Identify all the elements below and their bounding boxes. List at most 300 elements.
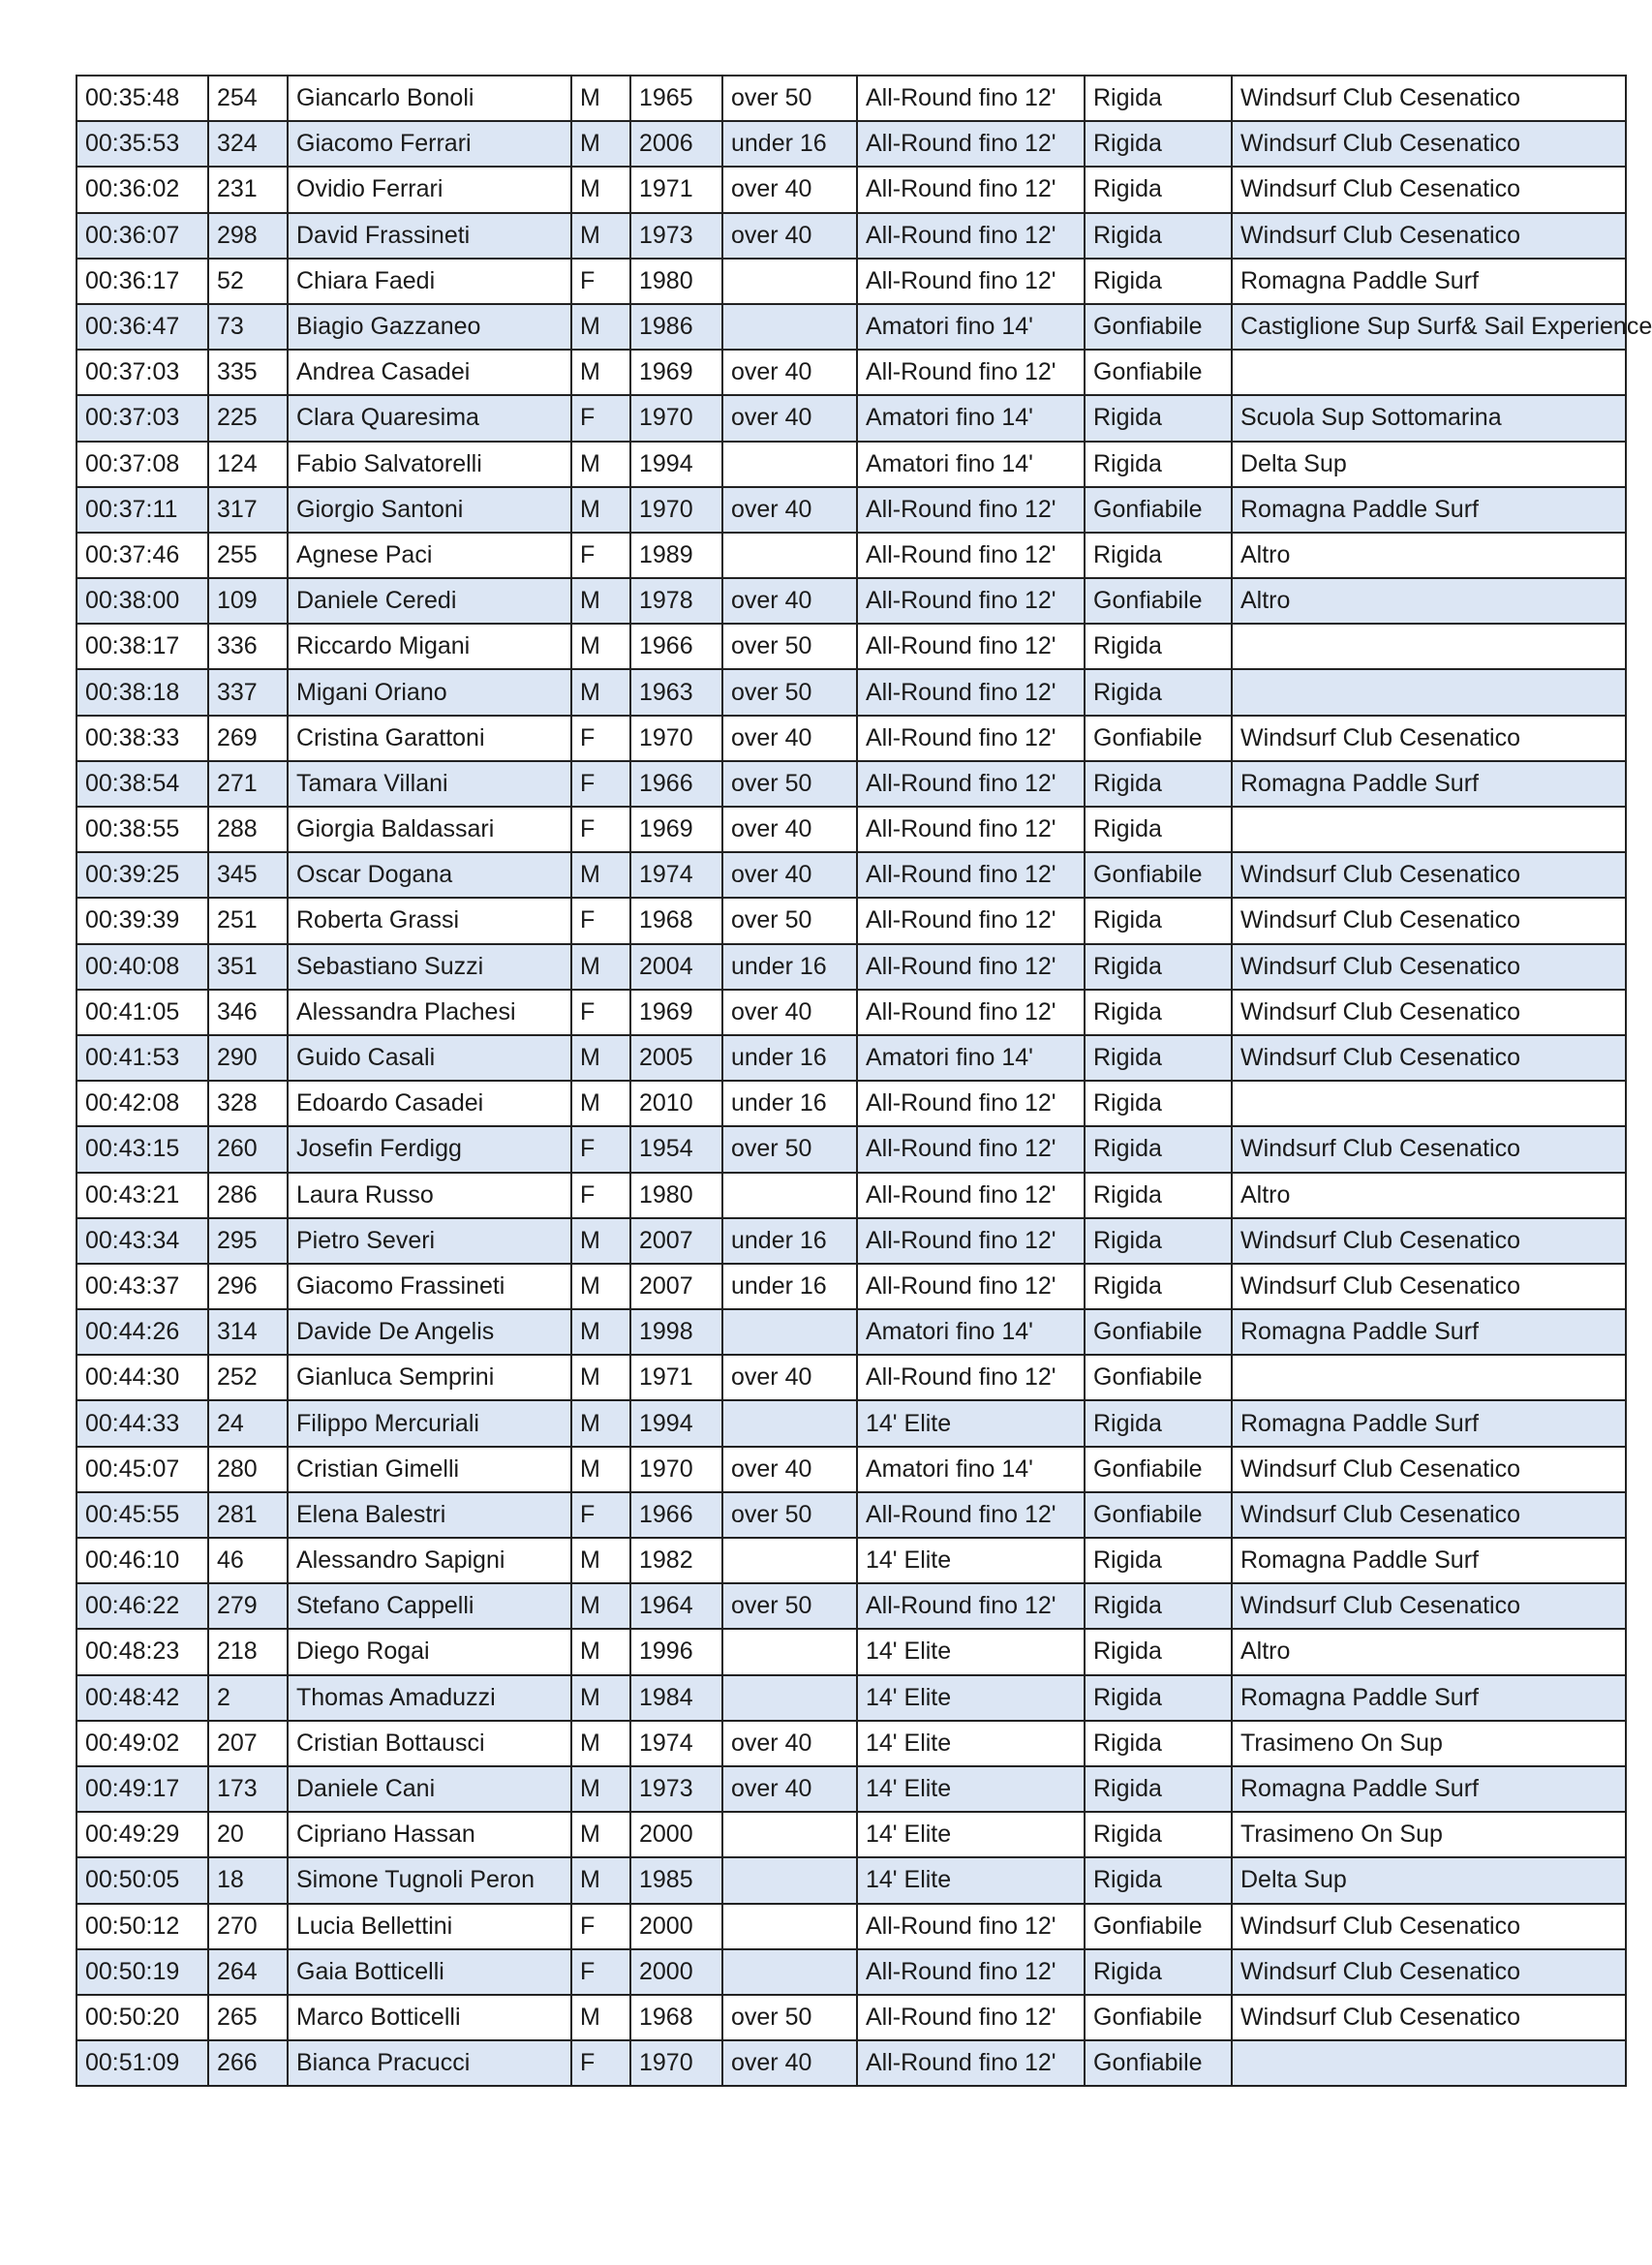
club-cell: Windsurf Club Cesenatico: [1232, 1126, 1626, 1172]
table-row: [76, 1721, 1626, 1766]
finish-time-cell: 00:38:17: [76, 624, 208, 669]
birth-year-cell: 1971: [630, 1355, 722, 1400]
club-cell: [1232, 1081, 1626, 1126]
bib-number-cell: 266: [208, 2040, 288, 2086]
board-type-cell: Rigida: [1085, 213, 1232, 259]
gender-cell: M: [571, 1309, 630, 1355]
bib-number-cell: 46: [208, 1538, 288, 1583]
board-type-cell: Gonfiabile: [1085, 304, 1232, 350]
bib-number-cell: 124: [208, 442, 288, 487]
bib-number-cell: 252: [208, 1355, 288, 1400]
athlete-name-cell: Bianca Pracucci: [288, 2040, 571, 2086]
athlete-name-cell: Guido Casali: [288, 1035, 571, 1081]
age-group-cell: under 16: [722, 1264, 857, 1309]
club-cell: Windsurf Club Cesenatico: [1232, 213, 1626, 259]
results-table-body: [76, 76, 1652, 2086]
athlete-name-cell: Roberta Grassi: [288, 898, 571, 943]
race-category-cell: 14' Elite: [857, 1629, 1085, 1674]
bib-number-cell: 20: [208, 1812, 288, 1857]
bib-number-cell: 337: [208, 669, 288, 715]
athlete-name-cell: Stefano Cappelli: [288, 1583, 571, 1629]
club-cell: Windsurf Club Cesenatico: [1232, 716, 1626, 761]
race-category-cell: All-Round fino 12': [857, 487, 1085, 533]
table-row: [76, 1309, 1626, 1355]
birth-year-cell: 1998: [630, 1309, 722, 1355]
table-row: [76, 1218, 1626, 1264]
table-row: [76, 1035, 1626, 1081]
board-type-cell: Rigida: [1085, 1081, 1232, 1126]
club-cell: Windsurf Club Cesenatico: [1232, 944, 1626, 990]
race-category-cell: All-Round fino 12': [857, 167, 1085, 212]
age-group-cell: over 40: [722, 213, 857, 259]
board-type-cell: Rigida: [1085, 1173, 1232, 1218]
board-type-cell: Rigida: [1085, 1721, 1232, 1766]
table-row: [76, 1264, 1626, 1309]
age-group-cell: [722, 442, 857, 487]
bib-number-cell: 225: [208, 395, 288, 441]
athlete-name-cell: Giorgio Santoni: [288, 487, 571, 533]
gender-cell: M: [571, 624, 630, 669]
table-row: [76, 1675, 1626, 1721]
gender-cell: M: [571, 1766, 630, 1812]
bib-number-cell: 231: [208, 167, 288, 212]
race-category-cell: All-Round fino 12': [857, 716, 1085, 761]
athlete-name-cell: Migani Oriano: [288, 669, 571, 715]
birth-year-cell: 1971: [630, 167, 722, 212]
finish-time-cell: 00:38:55: [76, 807, 208, 852]
finish-time-cell: 00:49:29: [76, 1812, 208, 1857]
gender-cell: F: [571, 2040, 630, 2086]
athlete-name-cell: Marco Botticelli: [288, 1995, 571, 2040]
gender-cell: M: [571, 852, 630, 898]
bib-number-cell: 251: [208, 898, 288, 943]
finish-time-cell: 00:36:02: [76, 167, 208, 212]
athlete-name-cell: Cipriano Hassan: [288, 1812, 571, 1857]
table-row: [76, 1081, 1626, 1126]
race-category-cell: 14' Elite: [857, 1857, 1085, 1903]
finish-time-cell: 00:49:02: [76, 1721, 208, 1766]
gender-cell: F: [571, 716, 630, 761]
athlete-name-cell: Cristian Gimelli: [288, 1447, 571, 1492]
gender-cell: F: [571, 761, 630, 807]
gender-cell: M: [571, 944, 630, 990]
club-cell: Romagna Paddle Surf: [1232, 487, 1626, 533]
athlete-name-cell: Ovidio Ferrari: [288, 167, 571, 212]
age-group-cell: over 40: [722, 1447, 857, 1492]
age-group-cell: [722, 1812, 857, 1857]
board-type-cell: Gonfiabile: [1085, 716, 1232, 761]
athlete-name-cell: Thomas Amaduzzi: [288, 1675, 571, 1721]
finish-time-cell: 00:50:12: [76, 1904, 208, 1949]
results-table-wrapper: [76, 75, 1652, 2087]
table-row: [76, 990, 1626, 1035]
gender-cell: M: [571, 487, 630, 533]
age-group-cell: over 40: [722, 716, 857, 761]
gender-cell: M: [571, 304, 630, 350]
bib-number-cell: 317: [208, 487, 288, 533]
table-row: [76, 624, 1626, 669]
race-category-cell: All-Round fino 12': [857, 898, 1085, 943]
table-row: [76, 304, 1626, 350]
finish-time-cell: 00:49:17: [76, 1766, 208, 1812]
table-row: [76, 669, 1626, 715]
bib-number-cell: 295: [208, 1218, 288, 1264]
race-category-cell: All-Round fino 12': [857, 990, 1085, 1035]
table-row: [76, 1355, 1626, 1400]
finish-time-cell: 00:46:10: [76, 1538, 208, 1583]
board-type-cell: Rigida: [1085, 76, 1232, 121]
club-cell: Altro: [1232, 533, 1626, 578]
birth-year-cell: 1986: [630, 304, 722, 350]
age-group-cell: over 50: [722, 1995, 857, 2040]
age-group-cell: over 40: [722, 395, 857, 441]
bib-number-cell: 18: [208, 1857, 288, 1903]
birth-year-cell: 2000: [630, 1949, 722, 1995]
finish-time-cell: 00:41:05: [76, 990, 208, 1035]
board-type-cell: Rigida: [1085, 624, 1232, 669]
athlete-name-cell: Biagio Gazzaneo: [288, 304, 571, 350]
gender-cell: M: [571, 1675, 630, 1721]
club-cell: Windsurf Club Cesenatico: [1232, 1492, 1626, 1538]
table-row: [76, 1812, 1626, 1857]
age-group-cell: over 50: [722, 898, 857, 943]
club-cell: Altro: [1232, 1173, 1626, 1218]
birth-year-cell: 1965: [630, 76, 722, 121]
athlete-name-cell: Giancarlo Bonoli: [288, 76, 571, 121]
board-type-cell: Rigida: [1085, 1035, 1232, 1081]
board-type-cell: Gonfiabile: [1085, 1904, 1232, 1949]
bib-number-cell: 269: [208, 716, 288, 761]
birth-year-cell: 1966: [630, 624, 722, 669]
finish-time-cell: 00:45:07: [76, 1447, 208, 1492]
athlete-name-cell: Alessandro Sapigni: [288, 1538, 571, 1583]
race-category-cell: 14' Elite: [857, 1538, 1085, 1583]
athlete-name-cell: David Frassineti: [288, 213, 571, 259]
finish-time-cell: 00:37:03: [76, 395, 208, 441]
gender-cell: F: [571, 395, 630, 441]
bib-number-cell: 52: [208, 259, 288, 304]
finish-time-cell: 00:44:30: [76, 1355, 208, 1400]
race-category-cell: All-Round fino 12': [857, 1492, 1085, 1538]
club-cell: [1232, 2040, 1626, 2086]
birth-year-cell: 1963: [630, 669, 722, 715]
birth-year-cell: 1980: [630, 259, 722, 304]
gender-cell: F: [571, 533, 630, 578]
club-cell: Romagna Paddle Surf: [1232, 1538, 1626, 1583]
gender-cell: F: [571, 1949, 630, 1995]
club-cell: Romagna Paddle Surf: [1232, 1400, 1626, 1446]
gender-cell: M: [571, 167, 630, 212]
board-type-cell: Rigida: [1085, 1126, 1232, 1172]
birth-year-cell: 2000: [630, 1812, 722, 1857]
finish-time-cell: 00:35:48: [76, 76, 208, 121]
birth-year-cell: 1964: [630, 1583, 722, 1629]
club-cell: Windsurf Club Cesenatico: [1232, 852, 1626, 898]
bib-number-cell: 314: [208, 1309, 288, 1355]
birth-year-cell: 1970: [630, 487, 722, 533]
gender-cell: M: [571, 1400, 630, 1446]
birth-year-cell: 1974: [630, 852, 722, 898]
board-type-cell: Gonfiabile: [1085, 2040, 1232, 2086]
board-type-cell: Gonfiabile: [1085, 1355, 1232, 1400]
athlete-name-cell: Oscar Dogana: [288, 852, 571, 898]
finish-time-cell: 00:50:05: [76, 1857, 208, 1903]
gender-cell: M: [571, 1264, 630, 1309]
race-category-cell: All-Round fino 12': [857, 1264, 1085, 1309]
athlete-name-cell: Lucia Bellettini: [288, 1904, 571, 1949]
bib-number-cell: 345: [208, 852, 288, 898]
gender-cell: M: [571, 1812, 630, 1857]
athlete-name-cell: Gaia Botticelli: [288, 1949, 571, 1995]
gender-cell: F: [571, 1173, 630, 1218]
athlete-name-cell: Agnese Paci: [288, 533, 571, 578]
club-cell: [1232, 624, 1626, 669]
table-row: [76, 395, 1626, 441]
race-category-cell: All-Round fino 12': [857, 1904, 1085, 1949]
table-row: [76, 350, 1626, 395]
bib-number-cell: 254: [208, 76, 288, 121]
table-row: [76, 761, 1626, 807]
gender-cell: M: [571, 1857, 630, 1903]
board-type-cell: Rigida: [1085, 1264, 1232, 1309]
athlete-name-cell: Sebastiano Suzzi: [288, 944, 571, 990]
race-category-cell: 14' Elite: [857, 1721, 1085, 1766]
club-cell: Windsurf Club Cesenatico: [1232, 990, 1626, 1035]
table-row: [76, 1949, 1626, 1995]
athlete-name-cell: Edoardo Casadei: [288, 1081, 571, 1126]
board-type-cell: Rigida: [1085, 944, 1232, 990]
board-type-cell: Rigida: [1085, 761, 1232, 807]
race-category-cell: All-Round fino 12': [857, 350, 1085, 395]
age-group-cell: [722, 304, 857, 350]
birth-year-cell: 2007: [630, 1264, 722, 1309]
birth-year-cell: 1985: [630, 1857, 722, 1903]
birth-year-cell: 2007: [630, 1218, 722, 1264]
age-group-cell: over 40: [722, 487, 857, 533]
finish-time-cell: 00:44:33: [76, 1400, 208, 1446]
athlete-name-cell: Fabio Salvatorelli: [288, 442, 571, 487]
birth-year-cell: 1968: [630, 898, 722, 943]
table-row: [76, 1629, 1626, 1674]
athlete-name-cell: Cristian Bottausci: [288, 1721, 571, 1766]
race-category-cell: All-Round fino 12': [857, 1355, 1085, 1400]
club-cell: Romagna Paddle Surf: [1232, 1675, 1626, 1721]
birth-year-cell: 1970: [630, 2040, 722, 2086]
club-cell: Romagna Paddle Surf: [1232, 761, 1626, 807]
bib-number-cell: 260: [208, 1126, 288, 1172]
bib-number-cell: 346: [208, 990, 288, 1035]
finish-time-cell: 00:41:53: [76, 1035, 208, 1081]
finish-time-cell: 00:38:54: [76, 761, 208, 807]
age-group-cell: over 40: [722, 1721, 857, 1766]
finish-time-cell: 00:46:22: [76, 1583, 208, 1629]
bib-number-cell: 335: [208, 350, 288, 395]
table-row: [76, 1400, 1626, 1446]
board-type-cell: Rigida: [1085, 395, 1232, 441]
table-row: [76, 1173, 1626, 1218]
table-row: [76, 2040, 1626, 2086]
gender-cell: M: [571, 1629, 630, 1674]
club-cell: Windsurf Club Cesenatico: [1232, 167, 1626, 212]
birth-year-cell: 1969: [630, 990, 722, 1035]
table-row: [76, 1492, 1626, 1538]
athlete-name-cell: Cristina Garattoni: [288, 716, 571, 761]
race-category-cell: All-Round fino 12': [857, 761, 1085, 807]
board-type-cell: Gonfiabile: [1085, 487, 1232, 533]
table-row: [76, 259, 1626, 304]
birth-year-cell: 1966: [630, 761, 722, 807]
athlete-name-cell: Daniele Cani: [288, 1766, 571, 1812]
club-cell: Altro: [1232, 578, 1626, 624]
finish-time-cell: 00:38:18: [76, 669, 208, 715]
race-category-cell: 14' Elite: [857, 1766, 1085, 1812]
age-group-cell: [722, 259, 857, 304]
bib-number-cell: 286: [208, 1173, 288, 1218]
race-category-cell: All-Round fino 12': [857, 213, 1085, 259]
age-group-cell: under 16: [722, 121, 857, 167]
finish-time-cell: 00:38:33: [76, 716, 208, 761]
birth-year-cell: 1973: [630, 1766, 722, 1812]
table-row: [76, 1538, 1626, 1583]
finish-time-cell: 00:51:09: [76, 2040, 208, 2086]
race-category-cell: All-Round fino 12': [857, 807, 1085, 852]
finish-time-cell: 00:42:08: [76, 1081, 208, 1126]
board-type-cell: Rigida: [1085, 1629, 1232, 1674]
bib-number-cell: 109: [208, 578, 288, 624]
finish-time-cell: 00:48:23: [76, 1629, 208, 1674]
table-row: [76, 1766, 1626, 1812]
club-cell: Altro: [1232, 1629, 1626, 1674]
age-group-cell: [722, 1538, 857, 1583]
board-type-cell: Gonfiabile: [1085, 852, 1232, 898]
gender-cell: F: [571, 807, 630, 852]
club-cell: Romagna Paddle Surf: [1232, 1766, 1626, 1812]
race-category-cell: All-Round fino 12': [857, 1218, 1085, 1264]
board-type-cell: Rigida: [1085, 533, 1232, 578]
table-row: [76, 1857, 1626, 1903]
gender-cell: M: [571, 442, 630, 487]
table-row: [76, 1447, 1626, 1492]
board-type-cell: Rigida: [1085, 1400, 1232, 1446]
age-group-cell: under 16: [722, 1218, 857, 1264]
age-group-cell: [722, 1904, 857, 1949]
table-row: [76, 807, 1626, 852]
bib-number-cell: 173: [208, 1766, 288, 1812]
club-cell: Windsurf Club Cesenatico: [1232, 1949, 1626, 1995]
club-cell: Romagna Paddle Surf: [1232, 259, 1626, 304]
race-category-cell: All-Round fino 12': [857, 533, 1085, 578]
gender-cell: F: [571, 1126, 630, 1172]
club-cell: Castiglione Sup Surf& Sail Experience: [1232, 304, 1626, 350]
club-cell: Windsurf Club Cesenatico: [1232, 1035, 1626, 1081]
finish-time-cell: 00:37:03: [76, 350, 208, 395]
birth-year-cell: 2004: [630, 944, 722, 990]
finish-time-cell: 00:37:46: [76, 533, 208, 578]
age-group-cell: [722, 1675, 857, 1721]
club-cell: Windsurf Club Cesenatico: [1232, 1904, 1626, 1949]
board-type-cell: Rigida: [1085, 442, 1232, 487]
gender-cell: M: [571, 1218, 630, 1264]
bib-number-cell: 271: [208, 761, 288, 807]
board-type-cell: Rigida: [1085, 807, 1232, 852]
birth-year-cell: 1974: [630, 1721, 722, 1766]
board-type-cell: Rigida: [1085, 121, 1232, 167]
race-category-cell: Amatori fino 14': [857, 442, 1085, 487]
table-row: [76, 442, 1626, 487]
age-group-cell: over 40: [722, 167, 857, 212]
birth-year-cell: 1969: [630, 350, 722, 395]
club-cell: Windsurf Club Cesenatico: [1232, 898, 1626, 943]
board-type-cell: Rigida: [1085, 990, 1232, 1035]
board-type-cell: Gonfiabile: [1085, 1309, 1232, 1355]
bib-number-cell: 296: [208, 1264, 288, 1309]
table-row: [76, 213, 1626, 259]
athlete-name-cell: Josefin Ferdigg: [288, 1126, 571, 1172]
age-group-cell: over 50: [722, 669, 857, 715]
club-cell: [1232, 1355, 1626, 1400]
age-group-cell: [722, 1400, 857, 1446]
bib-number-cell: 324: [208, 121, 288, 167]
club-cell: Windsurf Club Cesenatico: [1232, 1264, 1626, 1309]
board-type-cell: Gonfiabile: [1085, 1995, 1232, 2040]
age-group-cell: under 16: [722, 1081, 857, 1126]
club-cell: Windsurf Club Cesenatico: [1232, 1218, 1626, 1264]
gender-cell: F: [571, 1904, 630, 1949]
table-row: [76, 121, 1626, 167]
athlete-name-cell: Giorgia Baldassari: [288, 807, 571, 852]
race-category-cell: Amatori fino 14': [857, 1035, 1085, 1081]
birth-year-cell: 2010: [630, 1081, 722, 1126]
board-type-cell: Rigida: [1085, 1812, 1232, 1857]
table-row: [76, 167, 1626, 212]
birth-year-cell: 1966: [630, 1492, 722, 1538]
bib-number-cell: 281: [208, 1492, 288, 1538]
age-group-cell: over 40: [722, 807, 857, 852]
board-type-cell: Rigida: [1085, 1949, 1232, 1995]
club-cell: Delta Sup: [1232, 1857, 1626, 1903]
gender-cell: M: [571, 1721, 630, 1766]
age-group-cell: over 50: [722, 1126, 857, 1172]
finish-time-cell: 00:37:08: [76, 442, 208, 487]
finish-time-cell: 00:43:37: [76, 1264, 208, 1309]
age-group-cell: over 40: [722, 852, 857, 898]
finish-time-cell: 00:50:20: [76, 1995, 208, 2040]
athlete-name-cell: Giacomo Ferrari: [288, 121, 571, 167]
bib-number-cell: 336: [208, 624, 288, 669]
finish-time-cell: 00:37:11: [76, 487, 208, 533]
age-group-cell: over 40: [722, 2040, 857, 2086]
club-cell: Trasimeno On Sup: [1232, 1812, 1626, 1857]
athlete-name-cell: Simone Tugnoli Peron: [288, 1857, 571, 1903]
age-group-cell: [722, 1857, 857, 1903]
age-group-cell: under 16: [722, 944, 857, 990]
club-cell: Romagna Paddle Surf: [1232, 1309, 1626, 1355]
table-row: [76, 1995, 1626, 2040]
finish-time-cell: 00:40:08: [76, 944, 208, 990]
club-cell: Scuola Sup Sottomarina: [1232, 395, 1626, 441]
race-category-cell: Amatori fino 14': [857, 304, 1085, 350]
birth-year-cell: 1994: [630, 1400, 722, 1446]
bib-number-cell: 2: [208, 1675, 288, 1721]
bib-number-cell: 24: [208, 1400, 288, 1446]
race-category-cell: All-Round fino 12': [857, 852, 1085, 898]
finish-time-cell: 00:36:17: [76, 259, 208, 304]
finish-time-cell: 00:48:42: [76, 1675, 208, 1721]
club-cell: Trasimeno On Sup: [1232, 1721, 1626, 1766]
birth-year-cell: 2006: [630, 121, 722, 167]
board-type-cell: Rigida: [1085, 1538, 1232, 1583]
club-cell: Windsurf Club Cesenatico: [1232, 121, 1626, 167]
